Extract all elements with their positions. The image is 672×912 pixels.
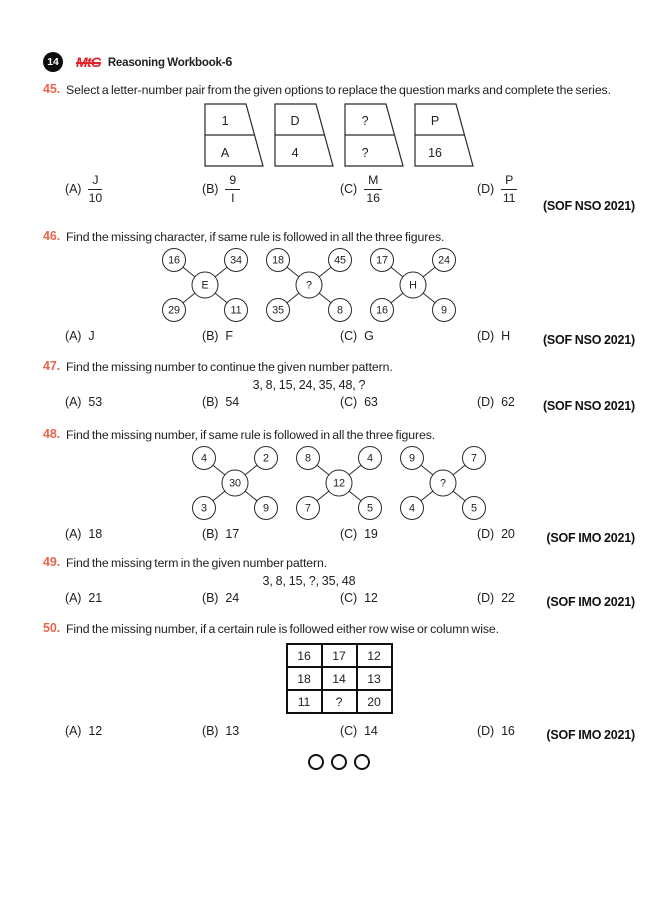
option-d <box>477 395 515 409</box>
option-a <box>65 329 95 343</box>
option-label: (C) <box>340 182 358 196</box>
cross-figure-2 <box>295 445 383 521</box>
top-left-value: 16 <box>168 254 180 267</box>
option-label: (D) <box>477 527 495 541</box>
question-text: Select a letter-number pair from the given options to replace the question marks and complete the series. <box>66 83 611 97</box>
trapezoid-figure-2 <box>274 103 334 167</box>
option-value: G <box>364 329 374 343</box>
option-label: (C) <box>340 329 358 343</box>
option-label: (A) <box>65 182 82 196</box>
center-value: E <box>201 279 209 292</box>
source-tag: (SOF NSO 2021) <box>542 198 635 213</box>
trapezoid-figure-4 <box>414 103 474 167</box>
option-value: 24 <box>225 590 240 605</box>
option-d <box>477 173 517 206</box>
top-left-value: 17 <box>376 254 388 267</box>
bottom-left-value: 35 <box>272 304 284 317</box>
center-value: ? <box>306 279 312 292</box>
fraction <box>364 173 382 206</box>
option-label: (B) <box>202 394 219 409</box>
question-46 <box>43 229 635 348</box>
bottom-right-value: 9 <box>263 502 269 515</box>
option-d <box>477 527 515 541</box>
fraction-numerator: J <box>88 173 102 190</box>
option-b <box>202 173 240 206</box>
option-value: 19 <box>364 527 378 541</box>
question-50-head <box>43 621 635 638</box>
center-value: 12 <box>333 477 345 490</box>
option-value: 21 <box>88 590 103 605</box>
number-pattern: 3, 8, 15, ?, 35, 48 <box>262 573 356 588</box>
grid-cell: 14 <box>322 667 357 690</box>
source-tag: (SOF NSO 2021) <box>542 333 635 347</box>
source-tag: (SOF IMO 2021) <box>546 728 635 742</box>
top-left-value: 18 <box>272 254 284 267</box>
option-label: (C) <box>340 724 358 738</box>
option-value: H <box>501 329 510 343</box>
cross-figure-1 <box>161 247 249 323</box>
figure-bottom-value: ? <box>361 145 369 160</box>
option-value: 53 <box>88 394 103 409</box>
cross-figure-2 <box>265 247 353 323</box>
bottom-right-value: 8 <box>337 304 343 317</box>
center-value: H <box>409 279 417 292</box>
question-number: 48. <box>43 426 61 441</box>
bottom-right-value: 9 <box>441 304 447 317</box>
figure-bottom-value: 4 <box>291 145 299 160</box>
option-label: (A) <box>65 394 82 409</box>
option-d <box>477 724 515 738</box>
question-48 <box>43 427 635 546</box>
top-left-value: 9 <box>409 452 415 465</box>
top-left-value: 8 <box>305 452 311 465</box>
option-value: F <box>225 329 233 343</box>
source-tag: (SOF IMO 2021) <box>546 531 635 545</box>
option-label: (B) <box>202 182 219 196</box>
options-row <box>43 329 635 347</box>
center-value: 30 <box>229 477 241 490</box>
option-b <box>202 329 233 343</box>
grid-cell: 16 <box>287 644 322 667</box>
book-title-number: 6 <box>225 55 233 69</box>
top-right-value: 45 <box>334 254 346 267</box>
number-grid-wrap <box>43 643 635 714</box>
trapezoid-figure-3 <box>344 103 404 167</box>
top-right-value: 24 <box>438 254 450 267</box>
center-value: ? <box>440 477 446 490</box>
option-label: (C) <box>340 527 358 541</box>
grid-row <box>287 667 392 690</box>
fraction-numerator: M <box>364 173 382 190</box>
bottom-right-value: 11 <box>230 304 242 317</box>
cross-figure-3 <box>399 445 487 521</box>
option-c <box>340 173 382 206</box>
fraction <box>88 173 102 206</box>
option-value: 16 <box>501 724 515 738</box>
grid-cell: 17 <box>322 644 357 667</box>
cross-figure-row <box>13 247 605 323</box>
option-d <box>477 591 515 605</box>
series-figure-row <box>43 103 635 167</box>
option-value: 14 <box>364 724 378 738</box>
option-label: (D) <box>477 329 495 343</box>
book-title <box>108 55 232 69</box>
fraction <box>501 173 517 206</box>
option-label: (D) <box>477 724 495 738</box>
cross-figure-1 <box>191 445 279 521</box>
figure-top-value: P <box>430 113 440 128</box>
option-value: 13 <box>225 724 240 738</box>
option-c <box>340 724 378 738</box>
top-right-value: 7 <box>471 452 477 465</box>
option-label: (A) <box>65 590 82 605</box>
fraction-denominator: I <box>231 190 235 205</box>
option-value: 22 <box>501 590 515 605</box>
question-49 <box>43 555 635 609</box>
option-a <box>65 395 102 409</box>
option-a <box>65 591 102 605</box>
source-tag: (SOF IMO 2021) <box>546 594 635 609</box>
options-row <box>43 527 635 545</box>
question-47-head <box>43 359 635 376</box>
question-number: 47. <box>43 359 61 373</box>
bottom-right-value: 5 <box>471 502 477 515</box>
bottom-left-value: 29 <box>168 304 180 317</box>
mtg-logo: MtG <box>76 54 101 70</box>
bottom-left-value: 3 <box>201 502 207 515</box>
option-label: (D) <box>477 182 495 196</box>
question-number: 50. <box>43 620 61 635</box>
grid-cell: 12 <box>357 644 392 667</box>
grid-cell: 11 <box>287 690 322 713</box>
option-label: (C) <box>340 590 358 605</box>
bottom-left-value: 16 <box>376 304 388 317</box>
end-of-section-marker <box>43 754 635 770</box>
circle-icon <box>331 754 347 770</box>
question-50 <box>43 621 635 743</box>
option-label: (A) <box>65 329 82 343</box>
question-text: Find the missing number, if same rule is followed in all the three figures. <box>66 427 436 442</box>
grid-row <box>287 644 392 667</box>
figure-top-value: 1 <box>221 113 229 128</box>
option-value: 20 <box>501 527 515 541</box>
figure-bottom-value: A <box>220 145 230 160</box>
grid-cell: 20 <box>357 690 392 713</box>
question-number: 49. <box>43 555 61 569</box>
page-header <box>43 52 635 72</box>
option-c <box>340 527 378 541</box>
question-45 <box>43 82 635 215</box>
option-b <box>202 527 239 541</box>
question-number: 46. <box>43 228 61 243</box>
option-b <box>202 724 239 738</box>
options-row <box>43 173 635 215</box>
option-label: (C) <box>340 394 358 409</box>
grid-cell: 18 <box>287 667 322 690</box>
option-label: (A) <box>65 724 82 738</box>
option-label: (D) <box>477 394 495 409</box>
top-right-value: 34 <box>230 254 242 267</box>
bottom-right-value: 5 <box>367 502 373 515</box>
source-tag: (SOF NSO 2021) <box>542 398 635 413</box>
options-row <box>43 591 635 609</box>
top-right-value: 2 <box>263 452 269 465</box>
question-text: Find the missing number, if a certain rule is followed either row wise or column wise. <box>66 621 499 636</box>
option-value: 17 <box>225 527 240 541</box>
grid-cell: ? <box>322 690 357 713</box>
bottom-left-value: 4 <box>409 502 415 515</box>
options-row <box>43 395 635 413</box>
page-number-badge: 14 <box>43 52 63 72</box>
fraction-denominator: 11 <box>502 190 516 205</box>
question-47 <box>43 359 635 413</box>
fraction <box>225 173 240 206</box>
question-number: 45. <box>43 82 61 96</box>
grid-row <box>287 690 392 713</box>
book-title-text: Reasoning Workbook- <box>107 57 226 69</box>
option-a <box>65 724 102 738</box>
option-value: J <box>88 329 95 343</box>
trapezoid-figure-1 <box>204 103 264 167</box>
figure-top-value: ? <box>361 113 369 128</box>
option-b <box>202 591 239 605</box>
question-46-head <box>43 229 635 246</box>
question-48-head <box>43 427 635 444</box>
option-value: 12 <box>88 724 103 738</box>
option-c <box>340 329 374 343</box>
option-label: (B) <box>202 724 219 738</box>
figure-top-value: D <box>290 113 300 128</box>
fraction-numerator: P <box>501 173 517 190</box>
cross-figure-3 <box>369 247 457 323</box>
number-grid <box>286 643 393 714</box>
option-value: 63 <box>364 394 378 409</box>
top-left-value: 4 <box>201 452 207 465</box>
option-value: 12 <box>364 590 378 605</box>
cross-figure-row <box>43 445 635 521</box>
fraction-numerator: 9 <box>225 173 240 190</box>
question-text: Find the missing term in the given number pattern. <box>66 556 328 570</box>
option-value: 62 <box>501 394 515 409</box>
options-row <box>43 724 635 742</box>
figure-bottom-value: 16 <box>428 145 442 160</box>
option-label: (B) <box>202 527 219 541</box>
fraction-denominator: 10 <box>88 190 103 205</box>
option-label: (B) <box>202 329 219 343</box>
number-pattern: 3, 8, 15, 24, 35, 48, ? <box>252 377 366 392</box>
question-text: Find the missing number to continue the given number pattern. <box>66 360 393 374</box>
fraction-denominator: 16 <box>366 190 380 205</box>
top-right-value: 4 <box>367 452 373 465</box>
question-49-head <box>43 555 635 572</box>
option-value: 18 <box>88 527 103 541</box>
option-c <box>340 395 378 409</box>
option-d <box>477 329 510 343</box>
option-label: (A) <box>65 527 82 541</box>
grid-cell: 13 <box>357 667 392 690</box>
circle-icon <box>308 754 324 770</box>
option-label: (B) <box>202 590 219 605</box>
option-a <box>65 527 102 541</box>
circle-icon <box>354 754 370 770</box>
option-value: 54 <box>225 394 240 409</box>
option-b <box>202 395 239 409</box>
option-a <box>65 173 102 206</box>
option-label: (D) <box>477 590 495 605</box>
option-c <box>340 591 378 605</box>
question-45-head <box>43 82 635 99</box>
bottom-left-value: 7 <box>305 502 311 515</box>
question-text: Find the missing character, if same rule is followed in all the three figures. <box>66 229 445 244</box>
